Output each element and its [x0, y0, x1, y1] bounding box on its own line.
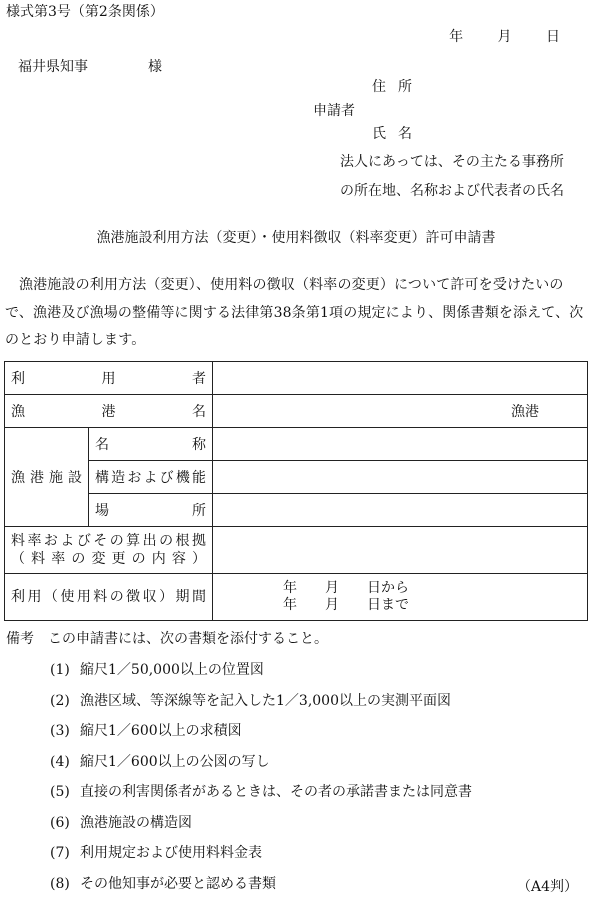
- period-to: 年 月 日まで: [283, 597, 409, 613]
- user-value: [213, 362, 588, 395]
- period-label: 利用（使用料の徴収）期間: [5, 574, 213, 621]
- item-number: (5): [50, 784, 70, 800]
- paper-size-label: （A4判）: [516, 879, 578, 895]
- item-text: 漁港区域、等深線等を記入した1／3,000以上の実測平面図: [80, 693, 451, 709]
- facility-location-label: 場所: [89, 494, 213, 527]
- remarks-intro: この申請書には、次の書類を添付すること。: [48, 631, 328, 647]
- table-row: [5, 362, 588, 395]
- rate-basis-label: [5, 527, 213, 574]
- facility-location-value: [213, 494, 588, 527]
- list-item: [50, 720, 242, 740]
- period-from: 年 月 日から: [283, 580, 409, 596]
- name-label: 氏名: [372, 126, 424, 142]
- application-statement: 漁港施設の利用方法（変更）、使用料の徴収（料率の変更）について許可を受けたいので、漁港及び漁場の整備等に関する法律第38条第1項の規定により、関係書類を添えて、次のとおり申請します。: [5, 277, 584, 348]
- facility-label: 漁港施設: [5, 428, 89, 527]
- table-row: [5, 527, 588, 574]
- list-item: [50, 842, 262, 862]
- table-row: [5, 494, 588, 527]
- item-text: 直接の利害関係者があるときは、その者の承諾書または同意書: [80, 784, 472, 800]
- form-number-label: 様式第3号（第2条関係）: [6, 4, 164, 20]
- list-item: [50, 812, 192, 832]
- list-item: [50, 659, 264, 679]
- addressee-honorific: 様: [148, 59, 162, 75]
- facility-structure-value: [213, 461, 588, 494]
- table-row: [5, 428, 588, 461]
- item-text: その他知事が必要と認める書類: [80, 876, 276, 892]
- table-row: [5, 574, 588, 621]
- day-label: 日: [546, 29, 560, 45]
- list-item: [50, 781, 472, 801]
- facility-name-value: [213, 428, 588, 461]
- remarks-label: 備考: [6, 631, 34, 647]
- table-row: [5, 395, 588, 428]
- item-number: (3): [50, 723, 70, 739]
- facility-name-label: 名称: [89, 428, 213, 461]
- application-table: [4, 361, 588, 621]
- item-number: (2): [50, 693, 70, 709]
- item-text: 縮尺1／50,000以上の位置図: [80, 662, 264, 678]
- addressee-name: 福井県知事: [18, 59, 88, 75]
- month-label: 月: [497, 29, 512, 45]
- corporation-note-line1: 法人にあっては、その主たる事務所: [340, 154, 564, 170]
- rate-basis-label-line2: （料率の変更の内容）: [11, 551, 206, 567]
- item-text: 利用規定および使用料料金表: [80, 845, 262, 861]
- item-number: (4): [50, 754, 70, 770]
- date-line: [419, 28, 560, 46]
- table-row: [5, 461, 588, 494]
- corporation-note-line2: の所在地、名称および代表者の氏名: [340, 183, 564, 199]
- year-label: 年: [449, 29, 464, 45]
- item-text: 縮尺1／600以上の公図の写し: [80, 754, 270, 770]
- facility-structure-label: 構造および機能: [89, 461, 213, 494]
- item-text: 漁港施設の構造図: [80, 815, 192, 831]
- document-title: 漁港施設利用方法（変更）・使用料徴収（料率変更）許可申請書: [96, 230, 496, 246]
- port-name-label: 漁港名: [5, 395, 213, 428]
- user-label: 利用者: [5, 362, 213, 395]
- rate-basis-value: [213, 527, 588, 574]
- item-number: (1): [50, 662, 70, 678]
- list-item: [50, 873, 276, 893]
- period-value: [213, 574, 588, 621]
- rate-basis-label-line1: 料率およびその算出の根拠: [11, 533, 206, 549]
- remarks-heading: [6, 628, 328, 648]
- item-number: (6): [50, 815, 70, 831]
- list-item: [50, 690, 451, 710]
- list-item: [50, 751, 270, 771]
- addressee: [18, 58, 162, 76]
- applicant-label: 申請者: [313, 103, 355, 119]
- item-number: (7): [50, 845, 70, 861]
- item-text: 縮尺1／600以上の求積図: [80, 723, 242, 739]
- port-name-value: 漁港: [213, 395, 588, 428]
- item-number: (8): [50, 876, 70, 892]
- address-label: 住所: [372, 79, 424, 95]
